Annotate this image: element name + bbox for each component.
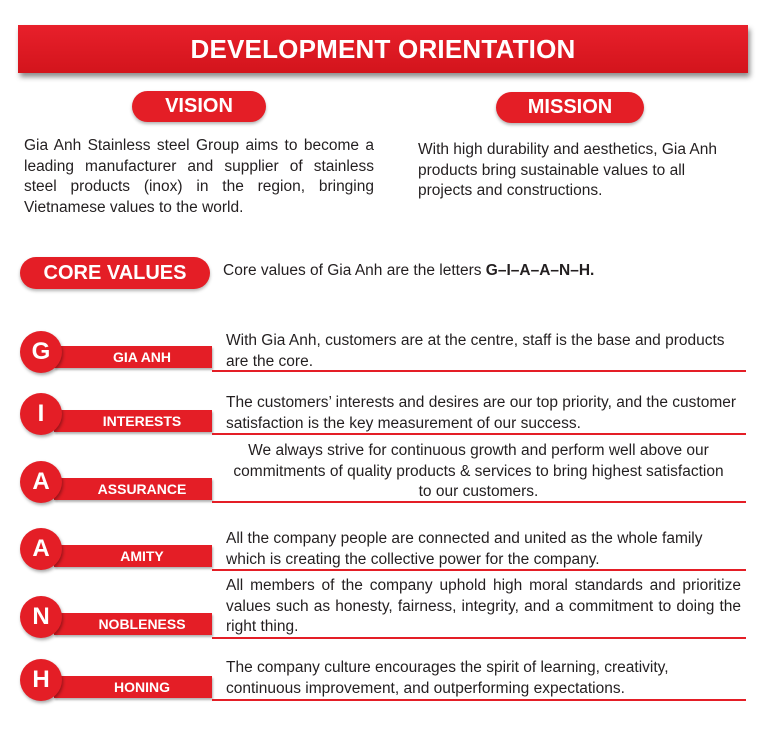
mission-badge bbox=[496, 92, 644, 123]
value-name: ASSURANCE bbox=[97, 481, 187, 497]
value-letter: N bbox=[32, 603, 50, 630]
value-letter: A bbox=[32, 468, 50, 495]
value-tab bbox=[54, 545, 212, 567]
value-letter-circle bbox=[20, 659, 62, 701]
value-letter: H bbox=[32, 666, 50, 693]
value-tab bbox=[54, 613, 212, 635]
value-text: The customers’ interests and desires are our top priority, and the customer satisfaction is the key measurement of our success. bbox=[226, 394, 737, 432]
vision-text: Gia Anh Stainless steel Group aims to become a leading manufacturer and supplier of stainless steel products (inox) in the region, bringing Vietnamese values to the world. bbox=[24, 137, 374, 216]
value-text: All the company people are connected and united as the whole family which is creating the collective power for the company. bbox=[226, 530, 703, 568]
vision-badge bbox=[132, 91, 266, 122]
value-name: GIA ANH bbox=[112, 349, 172, 365]
value-letter: G bbox=[31, 338, 51, 365]
mission-label: MISSION bbox=[527, 96, 613, 118]
mission-text: With high durability and aesthetics, Gia Anh products bring sustainable values to all projects and constructions. bbox=[418, 141, 717, 200]
vision-label: VISION bbox=[165, 95, 233, 117]
page-title-banner bbox=[18, 25, 748, 73]
value-name: HONING bbox=[114, 679, 170, 695]
value-divider bbox=[212, 699, 746, 701]
value-tab bbox=[54, 676, 212, 698]
page-title: DEVELOPMENT ORIENTATION bbox=[190, 33, 576, 64]
value-tab bbox=[54, 478, 212, 500]
value-letter: I bbox=[37, 400, 45, 427]
value-letter-circle bbox=[20, 393, 62, 435]
core-values-intro bbox=[223, 262, 594, 280]
core-values-intro-text: Core values of Gia Anh are the letters bbox=[223, 262, 486, 279]
value-name: INTERESTS bbox=[102, 413, 182, 429]
value-letter-circle bbox=[20, 461, 62, 503]
value-name: NOBLENESS bbox=[98, 616, 186, 632]
value-text: All members of the company uphold high moral standards and prioritize values such as honesty, fairness, integrity, and a commitment to doing the right thing. bbox=[226, 577, 741, 636]
core-values-badge bbox=[20, 257, 210, 289]
core-values-label: CORE VALUES bbox=[43, 261, 187, 284]
value-text: With Gia Anh, customers are at the centre, staff is the base and products are the core. bbox=[226, 332, 725, 370]
value-letter-circle bbox=[20, 596, 62, 638]
value-tab bbox=[54, 346, 212, 368]
value-letter: A bbox=[32, 535, 50, 562]
core-values-letters: G–I–A–A–N–H. bbox=[485, 262, 595, 279]
value-letter-circle bbox=[20, 331, 62, 373]
value-tab bbox=[54, 410, 212, 432]
value-name: AMITY bbox=[120, 548, 164, 564]
value-text: We always strive for continuous growth and perform well above our commitments of quality products & services to bring highest satisfaction to our customers. bbox=[233, 442, 724, 501]
value-letter-circle bbox=[20, 528, 62, 570]
value-text: The company culture encourages the spirit of learning, creativity, continuous improvement, and outperforming expectations. bbox=[226, 659, 669, 697]
